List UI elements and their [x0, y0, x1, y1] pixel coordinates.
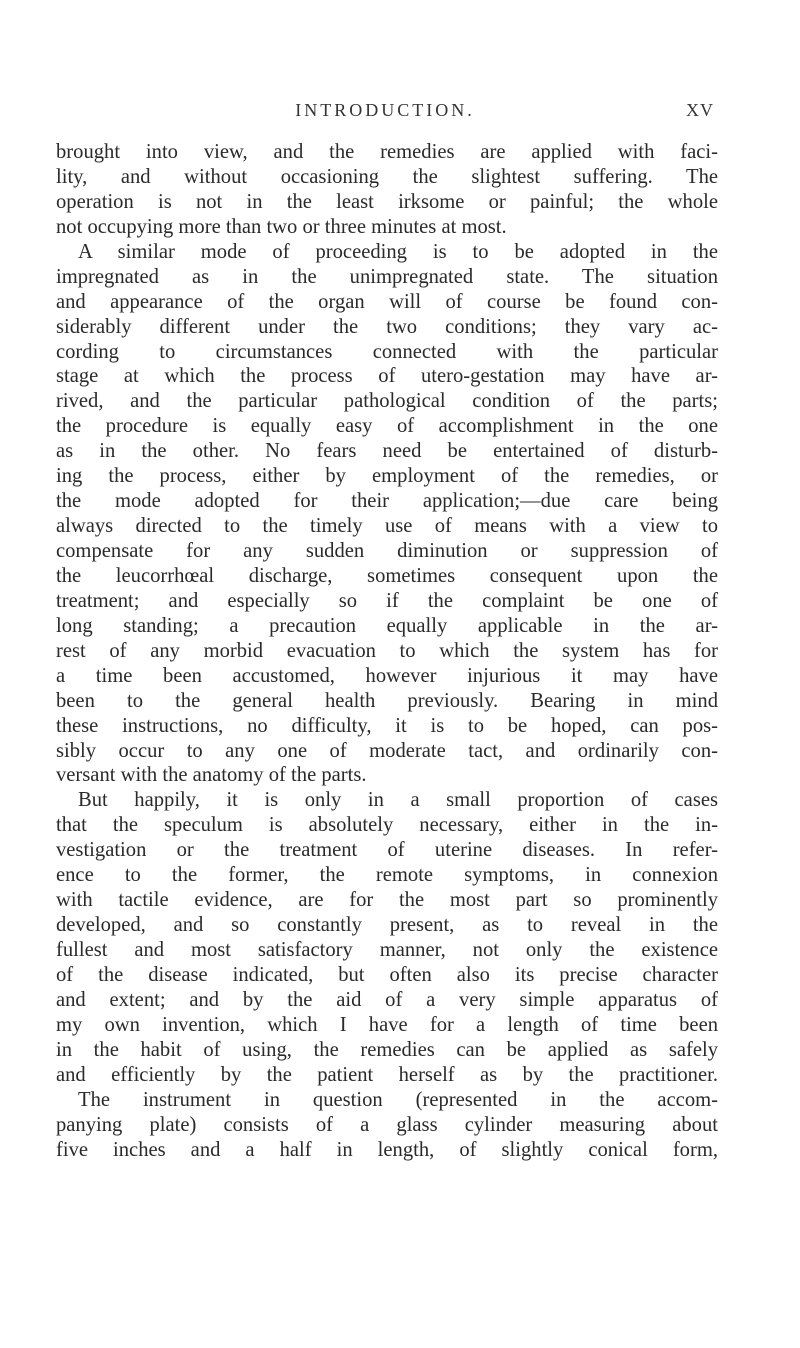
text-line: and appearance of the organ will of course be found con-: [56, 290, 718, 313]
text-line: as in the other. No fears need be entertained of disturb-: [56, 440, 718, 463]
text-line: of the disease indicated, but often also its precise character: [56, 963, 718, 986]
body-text: [56, 140, 718, 1162]
text-line: in the habit of using, the remedies can be applied as safely: [56, 1038, 718, 1061]
text-line: lity, and without occasioning the slightest suffering. The: [56, 165, 718, 188]
text-line: the leucorrhœal discharge, sometimes consequent upon the: [56, 564, 718, 587]
text-line: developed, and so constantly present, as to reveal in the: [56, 914, 718, 937]
text-line: and efficiently by the patient herself as by the practitioner.: [56, 1063, 718, 1086]
text-line: vestigation or the treatment of uterine diseases. In refer-: [56, 839, 718, 862]
text-line: that the speculum is absolutely necessary, either in the in-: [56, 814, 718, 837]
text-line: the procedure is equally easy of accomplishment in the one: [56, 415, 718, 438]
text-line: ing the process, either by employment of the remedies, or: [56, 465, 718, 488]
text-line: long standing; a precaution equally applicable in the ar-: [56, 614, 718, 637]
text-line: and extent; and by the aid of a very simple apparatus of: [56, 988, 718, 1011]
text-line: The instrument in question (represented in the accom-: [78, 1088, 718, 1111]
text-line: the mode adopted for their application;—due care being: [56, 490, 718, 513]
text-line: with tactile evidence, are for the most part so prominently: [56, 889, 718, 912]
text-line: brought into view, and the remedies are applied with faci-: [56, 141, 718, 163]
text-line: not occupying more than two or three minutes at most.: [56, 215, 507, 238]
text-line: siderably different under the two conditions; they vary ac-: [56, 315, 718, 338]
text-line: compensate for any sudden diminution or suppression of: [56, 540, 718, 562]
text-line: a time been accustomed, however injurious it may have: [56, 664, 718, 687]
text-line: my own invention, which I have for a length of time been: [56, 1013, 718, 1036]
text-line: cording to circumstances connected with the particular: [56, 340, 718, 363]
text-line: these instructions, no difficulty, it is to be hoped, can pos-: [56, 714, 718, 737]
text-line: operation is not in the least irksome or painful; the whole: [56, 190, 718, 213]
text-line: rived, and the particular pathological condition of the parts;: [56, 390, 718, 413]
running-head: INTRODUCTION.: [295, 100, 475, 120]
page-number: XV: [686, 100, 714, 120]
text-line: always directed to the timely use of means with a view to: [56, 515, 718, 538]
text-line: treatment; and especially so if the complaint be one of: [56, 589, 718, 612]
text-line: five inches and a half in length, of slightly conical form,: [56, 1138, 718, 1161]
text-line: impregnated as in the unimpregnated state. The situation: [56, 265, 718, 288]
text-line: been to the general health previously. Bearing in mind: [56, 689, 718, 712]
text-line: panying plate) consists of a glass cylinder measuring about: [56, 1113, 718, 1136]
text-line: stage at which the process of utero-gestation may have ar-: [56, 365, 718, 388]
text-line: A similar mode of proceeding is to be adopted in the: [78, 240, 718, 263]
page-header: [56, 100, 714, 124]
text-line: rest of any morbid evacuation to which the system has for: [56, 639, 718, 662]
text-line: versant with the anatomy of the parts.: [56, 764, 367, 787]
text-line: ence to the former, the remote symptoms, in connexion: [56, 864, 718, 887]
text-line: fullest and most satisfactory manner, not only the existence: [56, 939, 718, 961]
text-line: But happily, it is only in a small proportion of cases: [78, 789, 718, 812]
text-line: sibly occur to any one of moderate tact, and ordinarily con-: [56, 739, 718, 762]
